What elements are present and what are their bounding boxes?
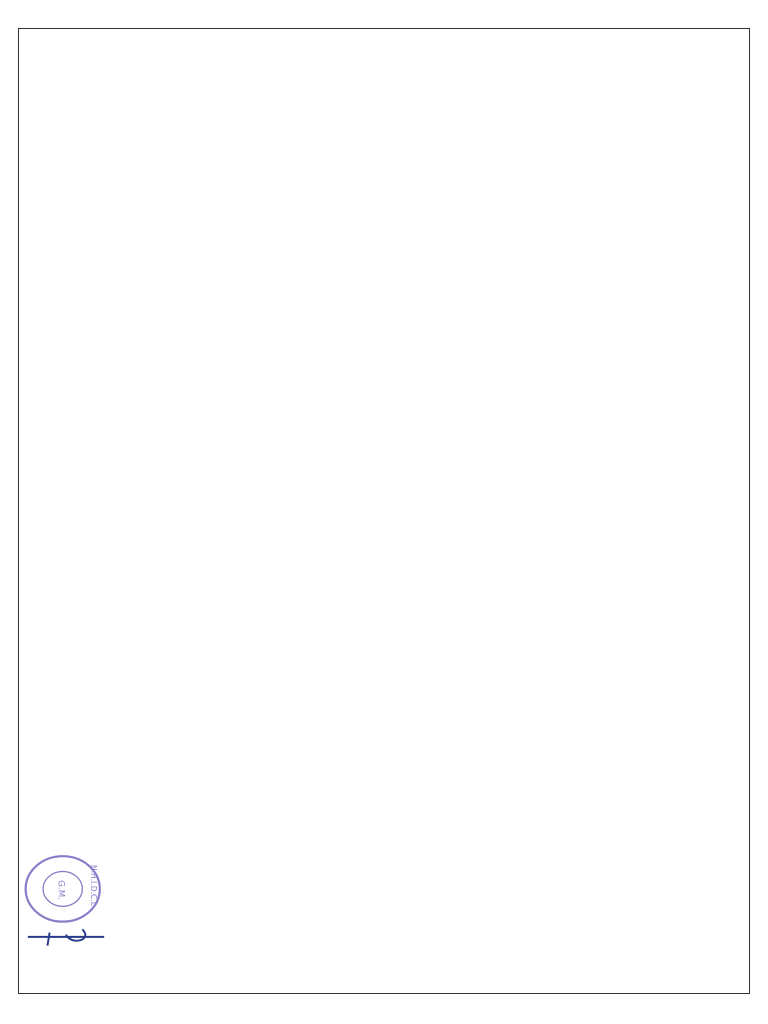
office-stamp <box>6 842 126 962</box>
svg-text:G.M.: G.M. <box>55 880 66 901</box>
svg-text:N.H.I.D.C.L: N.H.I.D.C.L <box>89 864 99 907</box>
